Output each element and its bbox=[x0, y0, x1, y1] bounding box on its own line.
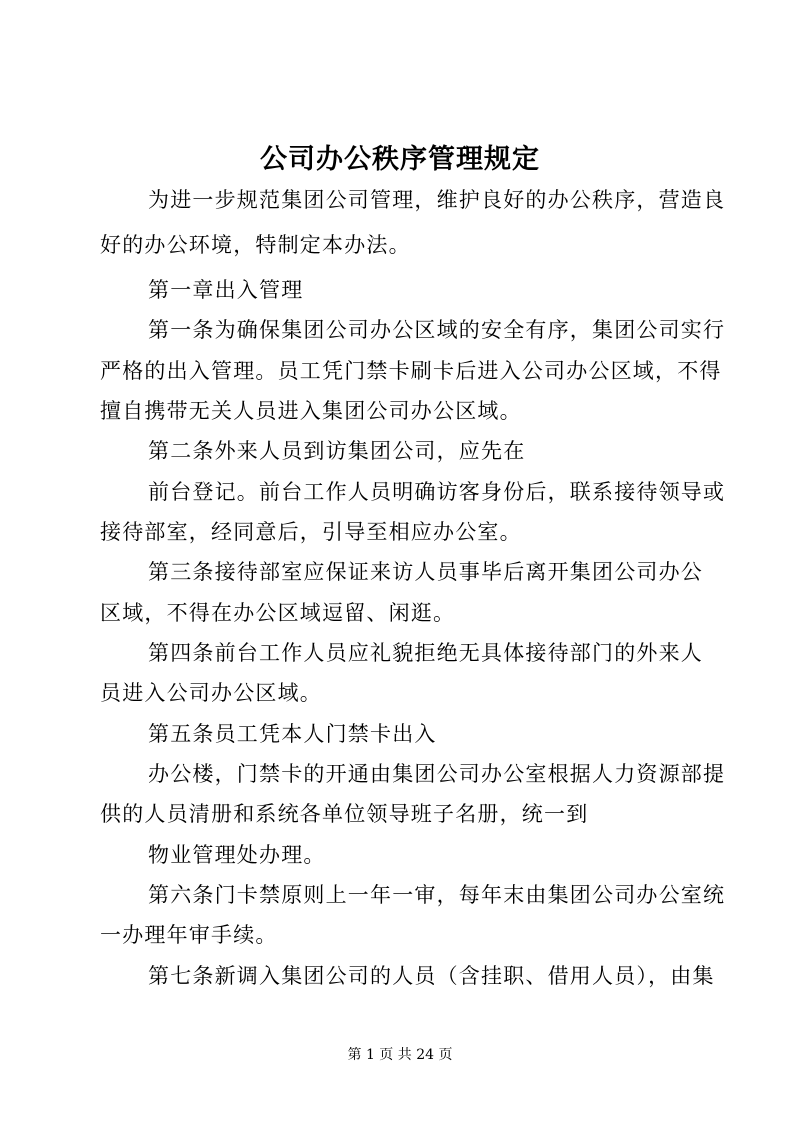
body-line: 为进一步规范集团公司管理，维护良好的办公秩序，营造良 bbox=[148, 188, 726, 212]
body-line: 接待部室，经同意后，引导至相应办公室。 bbox=[100, 520, 522, 544]
body-line: 员进入公司办公区域。 bbox=[100, 681, 322, 705]
body-line: 第五条员工凭本人门禁卡出入 bbox=[148, 722, 437, 746]
document-title: 公司办公秩序管理规定 bbox=[260, 144, 540, 175]
body-line: 严格的出入管理。员工凭门禁卡刷卡后进入公司办公区域，不得 bbox=[100, 359, 722, 383]
body-line: 第一条为确保集团公司办公区域的安全有序，集团公司实行 bbox=[148, 318, 726, 342]
body-line: 第四条前台工作人员应礼貌拒绝无具体接待部门的外来人 bbox=[148, 641, 703, 665]
body-line: 前台登记。前台工作人员明确访客身份后，联系接待领导或 bbox=[148, 480, 726, 504]
body-line: 第二条外来人员到访集团公司，应先在 bbox=[148, 439, 526, 463]
body-line: 第三条接待部室应保证来访人员事毕后离开集团公司办公 bbox=[148, 560, 703, 584]
body-line: 供的人员清册和系统各单位领导班子名册，统一到 bbox=[100, 802, 589, 826]
body-line: 第七条新调入集团公司的人员（含挂职、借用人员），由集 bbox=[148, 964, 715, 988]
body-line: 物业管理处办理。 bbox=[148, 843, 326, 867]
body-line: 第六条门卡禁原则上一年一审，每年末由集团公司办公室统 bbox=[148, 883, 726, 907]
body-line: 办公楼，门禁卡的开通由集团公司办公室根据人力资源部提 bbox=[148, 762, 726, 786]
body-line: 好的办公环境，特制定本办法。 bbox=[100, 233, 411, 257]
body-line: 一办理年审手续。 bbox=[100, 923, 278, 947]
body-line: 区域，不得在办公区域逗留、闲逛。 bbox=[100, 601, 456, 625]
page-number-footer: 第 1 页 共 24 页 bbox=[347, 1047, 453, 1063]
body-line: 擅自携带无关人员进入集团公司办公区域。 bbox=[100, 399, 522, 423]
chapter-heading: 第一章出入管理 bbox=[148, 278, 304, 302]
